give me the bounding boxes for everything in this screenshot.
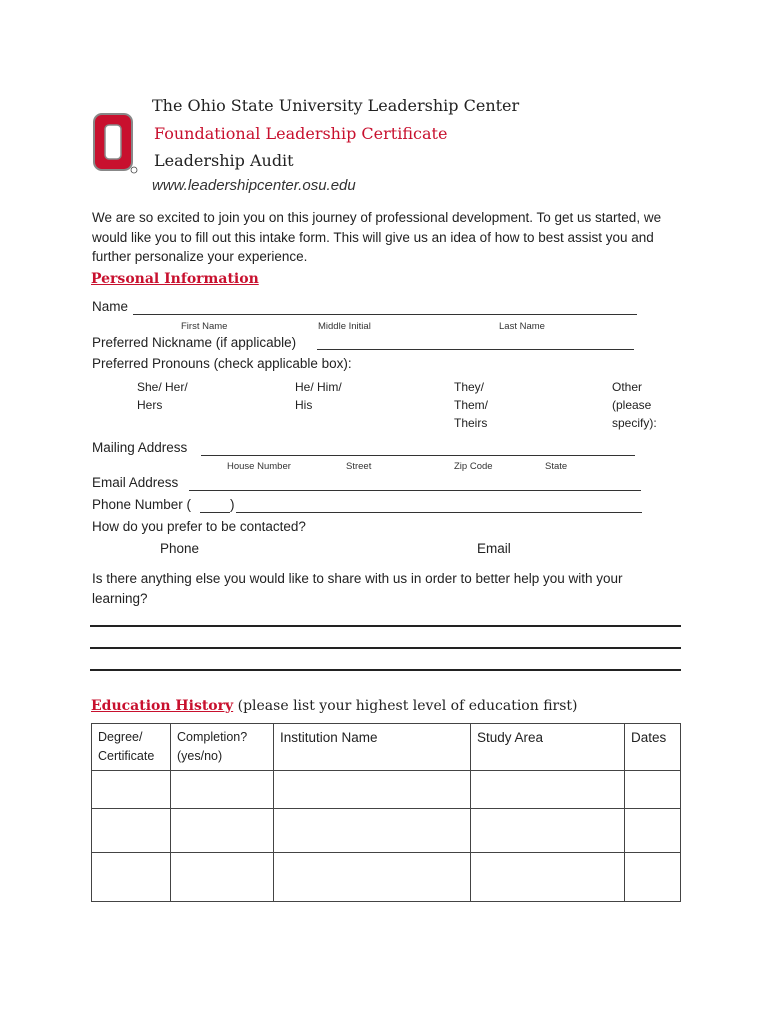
cell-degree[interactable] — [92, 853, 171, 902]
cell-completion[interactable] — [171, 809, 274, 853]
middle-initial-caption: Middle Initial — [318, 321, 371, 332]
last-name-caption: Last Name — [499, 321, 545, 332]
cell-study-area[interactable] — [471, 771, 625, 809]
cell-institution[interactable] — [274, 809, 471, 853]
cell-study-area[interactable] — [471, 853, 625, 902]
cell-dates[interactable] — [625, 809, 681, 853]
share-answer-line-3[interactable] — [90, 669, 681, 671]
cell-institution[interactable] — [274, 853, 471, 902]
nickname-label: Preferred Nickname (if applicable) — [92, 335, 297, 350]
pronoun-option-he[interactable]: He/ Him/ His — [295, 380, 342, 412]
pronoun-option-she[interactable]: She/ Her/ Hers — [137, 380, 188, 412]
intro-paragraph: We are so excited to join you on this journey of professional development. To get us started, we would like you to fill out this intake form. This will give us an idea of how to best assist you and further personalize your experience. — [92, 210, 662, 264]
osu-block-o-logo — [92, 112, 138, 174]
address-field[interactable] — [201, 455, 635, 456]
email-label: Email Address — [92, 475, 179, 490]
education-note: (please list your highest level of education first) — [237, 698, 578, 714]
pronoun-option-other[interactable]: Other (please specify): — [612, 380, 657, 430]
cell-degree[interactable] — [92, 809, 171, 853]
contact-option-email[interactable]: Email — [477, 541, 511, 556]
org-title: The Ohio State University Leadership Center — [152, 96, 520, 115]
cell-study-area[interactable] — [471, 809, 625, 853]
phone-field[interactable] — [236, 512, 642, 513]
phone-label: Phone Number ( — [92, 497, 192, 512]
share-answer-line-2[interactable] — [90, 647, 681, 649]
name-label: Name — [92, 299, 129, 314]
education-row — [92, 853, 681, 902]
contact-option-phone[interactable]: Phone — [160, 541, 200, 556]
cell-dates[interactable] — [625, 853, 681, 902]
share-answer-line-1[interactable] — [90, 625, 681, 627]
first-name-caption: First Name — [181, 321, 228, 332]
education-heading-row — [91, 697, 578, 715]
col-completion: Completion? (yes/no) — [171, 724, 274, 771]
zip-code-caption: Zip Code — [454, 461, 493, 472]
education-row — [92, 771, 681, 809]
nickname-field[interactable] — [317, 349, 634, 350]
pronoun-option-they[interactable]: They/ Them/ Theirs — [454, 380, 489, 430]
col-institution: Institution Name — [274, 724, 471, 771]
education-heading: Education History — [91, 698, 234, 714]
cell-completion[interactable] — [171, 853, 274, 902]
col-study-area: Study Area — [471, 724, 625, 771]
education-row — [92, 809, 681, 853]
document-name: Leadership Audit — [154, 151, 294, 170]
street-caption: Street — [346, 461, 372, 472]
personal-info-heading: Personal Information — [91, 271, 259, 287]
contact-question: How do you prefer to be contacted? — [92, 519, 306, 534]
phone-area-code-field[interactable] — [200, 512, 230, 513]
email-field[interactable] — [189, 490, 641, 491]
address-label: Mailing Address — [92, 440, 188, 455]
cell-institution[interactable] — [274, 771, 471, 809]
cell-degree[interactable] — [92, 771, 171, 809]
share-question: Is there anything else you would like to share with us in order to better help you with your learning? — [92, 571, 623, 606]
col-dates: Dates — [625, 724, 681, 771]
col-degree: Degree/ Certificate — [92, 724, 171, 771]
cell-dates[interactable] — [625, 771, 681, 809]
certificate-name: Foundational Leadership Certificate — [154, 124, 448, 143]
house-number-caption: House Number — [227, 461, 291, 472]
state-caption: State — [545, 461, 568, 472]
cell-completion[interactable] — [171, 771, 274, 809]
website-url[interactable]: www.leadershipcenter.osu.edu — [152, 177, 356, 194]
name-field[interactable] — [133, 314, 637, 315]
pronouns-label: Preferred Pronouns (check applicable box): — [92, 356, 352, 371]
education-table — [91, 723, 681, 902]
phone-paren: ) — [230, 497, 235, 512]
education-header-row — [92, 724, 681, 771]
